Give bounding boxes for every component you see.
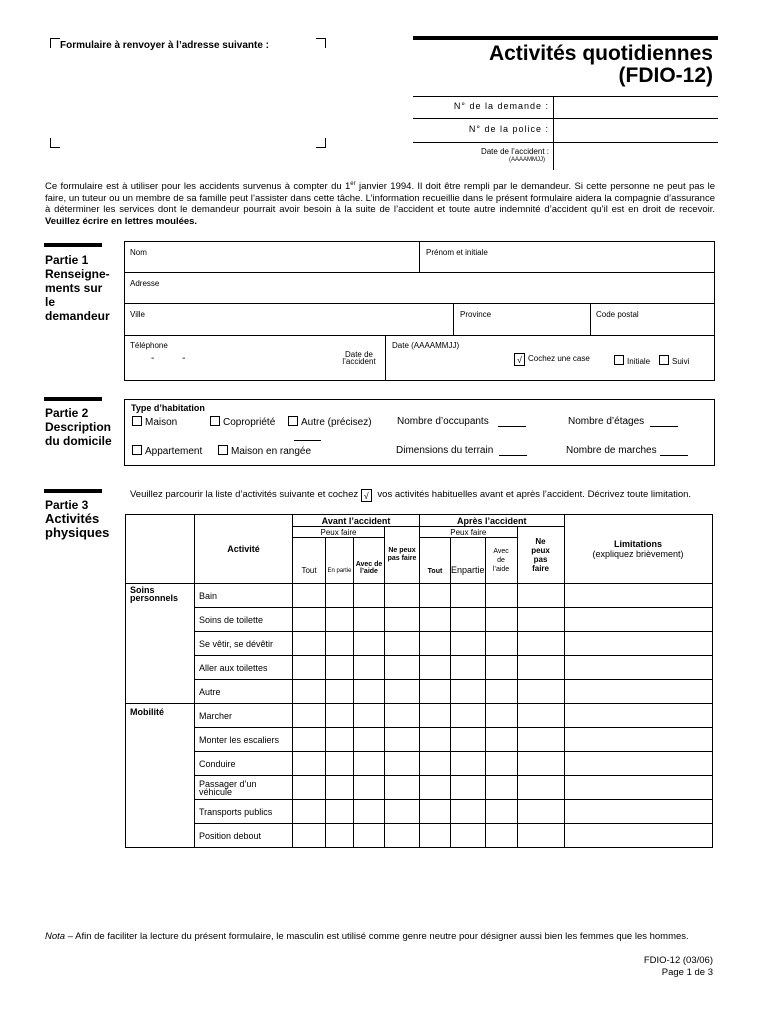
terrain-label: Dimensions du terrain — [396, 445, 494, 456]
autre-blank[interactable] — [294, 440, 321, 441]
check-cell[interactable] — [420, 704, 451, 728]
check-cell[interactable] — [385, 656, 420, 680]
form-id: FDIO-12 (03/06) — [643, 955, 713, 966]
table-row — [126, 608, 713, 632]
check-cell[interactable] — [326, 584, 354, 608]
check-cell[interactable] — [293, 584, 326, 608]
check-cell[interactable] — [293, 776, 326, 800]
p1-vline-2 — [453, 303, 454, 335]
part2-label — [45, 406, 121, 448]
copropriete-label: Copropriété — [223, 417, 276, 428]
claim-line-1 — [413, 118, 718, 119]
nota-text: – Afin de faciliter la lecture du présent formulaire, le masculin est utilisé comme genre neutre pour désigner aussi bien les femmes que les hommes. — [65, 931, 689, 942]
check-cell[interactable] — [517, 800, 564, 824]
part3-label-3: physiques — [45, 525, 110, 540]
check-cell[interactable] — [354, 704, 385, 728]
check-cell[interactable] — [293, 632, 326, 656]
check-cell[interactable] — [451, 752, 486, 776]
check-cell[interactable] — [293, 824, 326, 848]
p1-line-1 — [124, 272, 715, 273]
check-cell[interactable] — [326, 752, 354, 776]
appartement-label: Appartement — [145, 446, 203, 457]
check-cell[interactable] — [517, 704, 564, 728]
address-corner-tr — [316, 38, 326, 48]
check-cell[interactable] — [451, 680, 486, 704]
maison-rangee-checkbox[interactable] — [218, 445, 228, 455]
check-cell[interactable] — [293, 704, 326, 728]
avant-avec-aide-2: l’aide — [360, 568, 378, 575]
cochez-label: Cochez une case — [528, 354, 590, 363]
check-cell[interactable] — [420, 584, 451, 608]
check-cell[interactable] — [420, 608, 451, 632]
check-cell[interactable] — [385, 584, 420, 608]
accident-date-field[interactable] — [556, 145, 716, 167]
nota — [45, 931, 715, 943]
check-cell[interactable] — [451, 824, 486, 848]
return-address-label: Formulaire à renvoyer à l’adresse suivante : — [60, 40, 269, 51]
address-corner-tl — [50, 38, 60, 48]
check-cell[interactable] — [385, 800, 420, 824]
check-cell[interactable] — [451, 656, 486, 680]
activity-name: Se vêtir, se dévêtir — [195, 632, 293, 656]
policy-number-field[interactable] — [556, 121, 716, 139]
copropriete-checkbox[interactable] — [210, 416, 220, 426]
check-cell[interactable] — [293, 680, 326, 704]
check-cell[interactable] — [354, 656, 385, 680]
intro-text-a: Ce formulaire est à utiliser pour les accidents survenus à compter du 1 — [45, 181, 351, 193]
check-cell[interactable] — [385, 632, 420, 656]
ville-field[interactable] — [126, 320, 450, 333]
copropriete-option[interactable] — [210, 416, 275, 428]
check-cell[interactable] — [517, 584, 564, 608]
check-cell[interactable] — [485, 656, 517, 680]
table-row — [126, 776, 713, 800]
check-cell[interactable] — [326, 608, 354, 632]
check-cell[interactable] — [517, 656, 564, 680]
check-cell[interactable] — [326, 680, 354, 704]
activities-body — [126, 584, 713, 848]
nota-label: Nota — [45, 931, 66, 942]
appartement-checkbox[interactable] — [132, 445, 142, 455]
instructions-a: Veuillez parcourir la liste d’activités suivante et cochez — [130, 489, 359, 500]
limitation-cell[interactable] — [564, 656, 712, 680]
check-cell[interactable] — [485, 824, 517, 848]
avant-ne-peux — [385, 527, 420, 584]
activity-name: Position debout — [195, 824, 293, 848]
part3-label — [45, 498, 121, 540]
check-cell[interactable] — [517, 776, 564, 800]
check-cell[interactable] — [326, 632, 354, 656]
apres-avec-aide — [485, 538, 517, 584]
check-cell[interactable] — [326, 776, 354, 800]
prenom-label: Prénom et initiale — [426, 248, 488, 257]
autre-checkbox[interactable] — [288, 416, 298, 426]
check-cell[interactable] — [420, 728, 451, 752]
type-habitation-label: Type d’habitation — [131, 403, 205, 413]
initiale-option[interactable] — [614, 355, 650, 366]
limitations-header — [564, 515, 712, 584]
p1-line-2 — [124, 303, 715, 304]
check-cell[interactable] — [485, 632, 517, 656]
check-cell[interactable] — [326, 656, 354, 680]
check-cell[interactable] — [517, 752, 564, 776]
adresse-label: Adresse — [130, 279, 160, 288]
terrain-blank[interactable] — [499, 455, 527, 456]
nom-field[interactable] — [126, 258, 416, 271]
maison-rangee-label: Maison en rangée — [231, 446, 312, 457]
check-cell[interactable] — [385, 704, 420, 728]
intro-sup: er — [350, 181, 356, 187]
marches-label: Nombre de marches — [566, 445, 657, 456]
check-cell[interactable] — [293, 800, 326, 824]
table-row — [126, 824, 713, 848]
autre-option[interactable] — [288, 416, 372, 428]
limitations-title: Limitations — [614, 539, 663, 549]
table-row — [126, 680, 713, 704]
limitation-cell[interactable] — [564, 704, 712, 728]
telephone-dashes[interactable]: - - — [151, 353, 186, 364]
activity-name: Bain — [195, 584, 293, 608]
table-row — [126, 584, 713, 608]
limitation-cell[interactable] — [564, 608, 712, 632]
check-cell[interactable] — [326, 824, 354, 848]
table-row — [126, 800, 713, 824]
check-cell[interactable] — [420, 632, 451, 656]
check-cell[interactable] — [485, 800, 517, 824]
check-cell[interactable] — [485, 584, 517, 608]
occupants-label: Nombre d’occupants — [397, 416, 489, 427]
check-cell[interactable] — [385, 752, 420, 776]
check-cell[interactable] — [354, 584, 385, 608]
check-cell[interactable] — [293, 728, 326, 752]
adresse-field[interactable] — [126, 289, 712, 302]
part1-bar — [44, 243, 102, 247]
table-row — [126, 728, 713, 752]
p1-vline-3 — [590, 303, 591, 335]
instructions-b: vos activités habituelles avant et après l’accident. Décrivez toute limitation. — [377, 489, 692, 500]
apres-avec-aide-3: l’aide — [492, 566, 510, 573]
check-cell[interactable] — [451, 800, 486, 824]
check-cell[interactable] — [354, 824, 385, 848]
limitation-cell[interactable] — [564, 632, 712, 656]
province-field[interactable] — [456, 320, 588, 333]
check-cell[interactable] — [485, 752, 517, 776]
claim-number-field[interactable] — [556, 98, 716, 116]
intro-text-b: janvier 1994. Il doit être rempli par le demandeur. Si cette personne ne peut pas le faire, un tuteur ou un membre de sa famille peut l’assister dans cette tâche. L’information recueillie dans le présent formulaire aidera la compagnie d’assurance à déterminer les services dont le demandeur pourrait avoir besoin à la suite de l’accident et toute autre indemnité d’accident qu’il est en droit de recevoir. — [45, 181, 715, 216]
check-cell[interactable] — [354, 800, 385, 824]
date-field[interactable] — [390, 352, 510, 366]
check-cell[interactable] — [385, 824, 420, 848]
apres-avec-aide-1: Avec — [493, 548, 509, 555]
check-cell[interactable] — [293, 656, 326, 680]
policy-number-label: N° de la police : — [468, 124, 549, 134]
accident-date-format: (AAAAMMJJ) — [509, 157, 545, 163]
address-corner-bl — [50, 138, 60, 148]
activite-header: Activité — [195, 515, 293, 584]
address-corner-br — [316, 138, 326, 148]
avant-avec-aide — [354, 538, 385, 584]
check-cell[interactable] — [354, 776, 385, 800]
avant-en-partie: En partie — [326, 538, 354, 584]
page-number: Page 1 de 3 — [661, 967, 713, 978]
claim-number-label: N° de la demande : — [453, 101, 549, 111]
date-format-label: Date (AAAAMMJJ) — [392, 341, 460, 350]
appartement-option[interactable] — [132, 445, 202, 457]
avant-tout: Tout — [293, 538, 326, 584]
activity-name: Marcher — [195, 704, 293, 728]
initiale-label: Initiale — [627, 357, 651, 366]
check-cell[interactable] — [293, 608, 326, 632]
intro-bold: Veuillez écrire en lettres moulées. — [45, 215, 198, 227]
code-postal-field[interactable] — [593, 320, 713, 333]
part1-label-4: le — [45, 295, 56, 309]
apres-ne-peux — [517, 527, 564, 584]
part1-label-1: Partie 1 — [45, 253, 89, 267]
check-cell[interactable] — [354, 608, 385, 632]
part3-instructions — [130, 489, 712, 502]
check-cell[interactable] — [517, 728, 564, 752]
suivi-label: Suivi — [672, 357, 690, 366]
limitations-subtitle: (expliquez brièvement) — [592, 549, 684, 559]
form-title: Activités quotidiennes — [488, 42, 713, 65]
marches-blank[interactable] — [660, 455, 688, 456]
check-cell[interactable] — [354, 632, 385, 656]
check-cell[interactable] — [354, 728, 385, 752]
check-cell[interactable] — [420, 680, 451, 704]
apres-ne-peux-2: peux — [531, 546, 550, 555]
activities-table — [125, 514, 713, 848]
check-cell[interactable] — [420, 656, 451, 680]
avant-header: Avant l’accident — [293, 515, 420, 527]
province-label: Province — [460, 310, 492, 319]
code-postal-label: Code postal — [596, 310, 639, 319]
check-cell[interactable] — [485, 608, 517, 632]
telephone-label: Téléphone — [130, 341, 168, 350]
form-code: (FDIO-12) — [618, 64, 713, 87]
part1-label-5: demandeur — [45, 309, 110, 323]
checkmark-sample: √ — [514, 353, 525, 366]
accident-date-label: Date de l’accident : — [480, 147, 549, 156]
check-cell[interactable] — [485, 680, 517, 704]
check-cell[interactable] — [420, 776, 451, 800]
activity-name: Soins de toilette — [195, 608, 293, 632]
limitation-cell[interactable] — [564, 824, 712, 848]
limitation-cell[interactable] — [564, 680, 712, 704]
maison-checkbox[interactable] — [132, 416, 142, 426]
check-cell[interactable] — [326, 800, 354, 824]
ville-label: Ville — [130, 310, 145, 319]
etages-label: Nombre d’étages — [568, 416, 645, 427]
intro-paragraph — [45, 179, 715, 227]
check-cell[interactable] — [385, 680, 420, 704]
initiale-checkbox[interactable] — [614, 355, 624, 365]
p1-vline-1 — [419, 241, 420, 272]
date-accident-line2: l’accident — [342, 357, 376, 366]
activity-name: Aller aux toilettes — [195, 656, 293, 680]
prenom-field[interactable] — [422, 258, 712, 271]
table-row — [126, 632, 713, 656]
maison-rangee-option[interactable] — [218, 445, 311, 457]
apres-header: Après l’accident — [420, 515, 565, 527]
avant-avec-aide-1: Avec de — [355, 561, 383, 568]
apres-ne-peux-1: Ne — [535, 537, 546, 546]
date-accident-line1: Date de — [344, 350, 374, 359]
check-cell[interactable] — [451, 608, 486, 632]
claim-line-2 — [413, 142, 718, 143]
check-cell[interactable] — [354, 752, 385, 776]
p1-vline-4 — [385, 335, 386, 381]
check-cell[interactable] — [451, 776, 486, 800]
date-accident-label — [334, 351, 384, 365]
apres-avec-aide-2: de — [497, 557, 505, 564]
check-cell[interactable] — [420, 824, 451, 848]
limitation-cell[interactable] — [564, 800, 712, 824]
autre-label: Autre (précisez) — [301, 417, 372, 428]
part3-label-1: Partie 3 — [45, 498, 89, 512]
check-cell[interactable] — [385, 608, 420, 632]
apres-peux-faire: Peux faire — [420, 527, 518, 538]
activity-name: Passager d’un véhicule — [195, 776, 293, 800]
suivi-checkbox[interactable] — [659, 355, 669, 365]
check-cell[interactable] — [451, 632, 486, 656]
group-header-blank — [126, 515, 195, 584]
group-soins-personnels: Soins personnels — [126, 584, 195, 704]
part2-label-2: Description — [45, 420, 112, 434]
activity-name: Monter les escaliers — [195, 728, 293, 752]
suivi-option[interactable] — [659, 355, 689, 366]
check-cell[interactable] — [517, 680, 564, 704]
check-cell[interactable] — [451, 728, 486, 752]
apres-ne-peux-3: pas — [533, 555, 548, 564]
check-cell[interactable] — [517, 608, 564, 632]
check-cell[interactable] — [385, 728, 420, 752]
apres-en-partie: Enpartie — [451, 538, 486, 584]
part1-label-3: ments sur — [45, 281, 103, 295]
limitation-cell[interactable] — [564, 776, 712, 800]
part3-bar — [44, 489, 102, 493]
nom-label: Nom — [130, 248, 147, 257]
instructions-check: √ — [361, 489, 372, 502]
etages-blank[interactable] — [650, 426, 678, 427]
check-cell[interactable] — [420, 752, 451, 776]
apres-ne-peux-4: faire — [532, 564, 549, 573]
group-mobilite: Mobilité — [126, 704, 195, 848]
avant-ne-peux-2: pas faire — [387, 555, 417, 562]
maison-label: Maison — [145, 417, 178, 428]
activity-name: Autre — [195, 680, 293, 704]
check-cell[interactable] — [485, 704, 517, 728]
avant-peux-faire: Peux faire — [293, 527, 385, 538]
part2-label-3: du domicile — [45, 434, 112, 448]
avant-ne-peux-1: Ne peux — [388, 547, 416, 554]
part3-label-2: Activités — [45, 511, 100, 526]
check-cell[interactable] — [354, 680, 385, 704]
check-cell[interactable] — [485, 776, 517, 800]
check-cell[interactable] — [326, 704, 354, 728]
claim-divider — [553, 96, 554, 170]
p1-line-3 — [124, 335, 715, 336]
check-cell[interactable] — [517, 632, 564, 656]
part1-label-2: Renseigne- — [45, 267, 110, 281]
cochez-group — [514, 353, 590, 366]
occupants-blank[interactable] — [498, 426, 526, 427]
apres-tout: Tout — [420, 538, 451, 584]
check-cell[interactable] — [451, 704, 486, 728]
limitation-cell[interactable] — [564, 728, 712, 752]
limitation-cell[interactable] — [564, 584, 712, 608]
check-cell[interactable] — [293, 752, 326, 776]
title-bar — [413, 36, 718, 40]
table-row — [126, 752, 713, 776]
check-cell[interactable] — [326, 728, 354, 752]
activity-name: Conduire — [195, 752, 293, 776]
check-cell[interactable] — [385, 776, 420, 800]
check-cell[interactable] — [485, 728, 517, 752]
table-row — [126, 656, 713, 680]
check-cell[interactable] — [517, 824, 564, 848]
table-row — [126, 704, 713, 728]
limitation-cell[interactable] — [564, 752, 712, 776]
check-cell[interactable] — [420, 800, 451, 824]
check-cell[interactable] — [451, 584, 486, 608]
part2-label-1: Partie 2 — [45, 406, 89, 420]
maison-option[interactable] — [132, 416, 177, 428]
activity-name: Transports publics — [195, 800, 293, 824]
part2-bar — [44, 397, 102, 401]
part1-label — [45, 253, 121, 323]
